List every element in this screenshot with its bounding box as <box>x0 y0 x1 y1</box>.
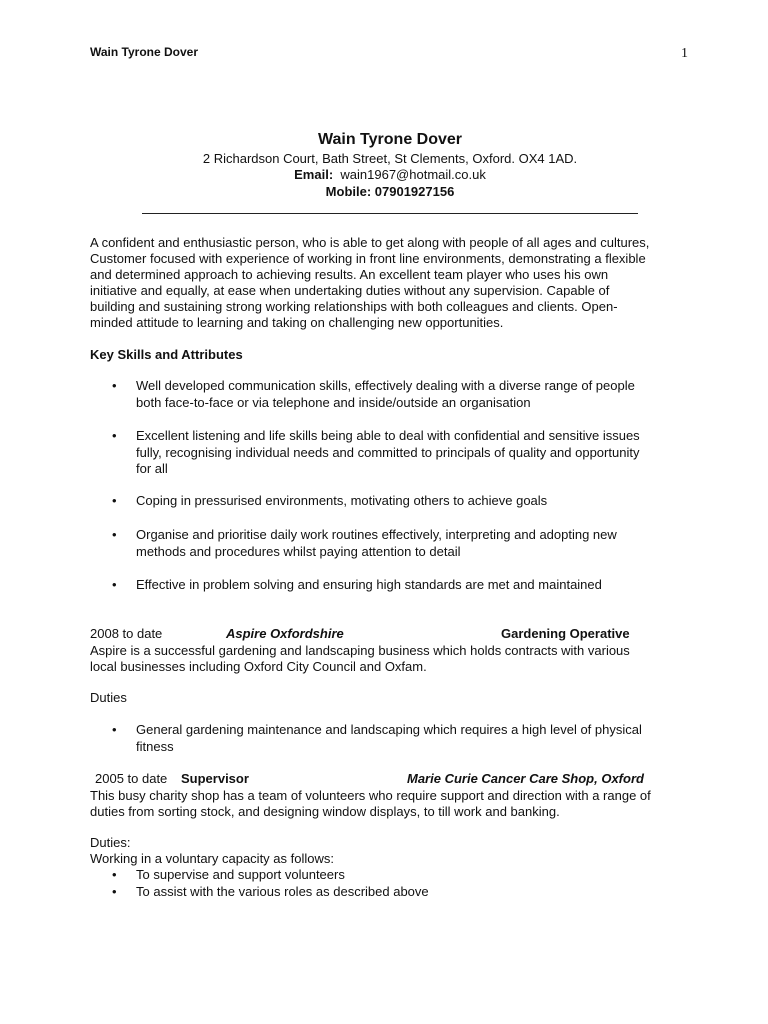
profile-line: and determined approach to achieving results. An excellent team player who uses his own <box>90 267 609 282</box>
skill-line: Excellent listening and life skills being able to deal with confidential and sensitive issues <box>136 428 640 443</box>
job-description <box>90 788 700 820</box>
job-dates: 2005 to date <box>95 771 168 786</box>
duty-line: fitness <box>136 738 174 754</box>
duties-heading: Duties: <box>90 835 131 850</box>
bullet-icon: • <box>112 527 117 542</box>
job-dates: 2008 to date <box>90 626 163 641</box>
bullet-icon: • <box>112 884 117 899</box>
skills-heading: Key Skills and Attributes <box>90 347 243 362</box>
skill-line: Effective in problem solving and ensuring high standards are met and maintained <box>136 577 602 592</box>
email-address: wain1967@hotmail.co.uk <box>340 167 486 182</box>
profile-paragraph <box>90 235 700 331</box>
profile-line: building and sustaining strong working relationships with both colleagues and clients. Open- <box>90 299 618 314</box>
header-divider <box>142 213 638 214</box>
job-description-line: local businesses including Oxford City Council and Oxfam. <box>90 659 427 674</box>
job-heading <box>90 626 700 642</box>
page-number: 1 <box>681 46 688 61</box>
skill-line: for all <box>136 461 168 476</box>
job-employer: Aspire Oxfordshire <box>226 626 344 641</box>
job-role: Gardening Operative <box>501 626 630 641</box>
skill-line: Organise and prioritise daily work routines effectively, interpreting and adopting new <box>136 527 617 542</box>
profile-line: minded attitude to learning and taking on challenging new opportunities. <box>90 315 504 330</box>
profile-line: A confident and enthusiastic person, who is able to get along with people of all ages and cultures, <box>90 235 650 250</box>
job-description <box>90 643 700 675</box>
bullet-icon: • <box>112 577 117 592</box>
email-line <box>90 167 690 182</box>
bullet-icon: • <box>112 378 117 393</box>
job-description-line: This busy charity shop has a team of volunteers who require support and direction with a range of <box>90 788 651 803</box>
duties-heading: Duties <box>90 690 127 705</box>
skill-line: Well developed communication skills, effectively dealing with a diverse range of people <box>136 378 635 393</box>
skill-line: both face-to-face or via telephone and inside/outside an organisation <box>136 394 531 410</box>
job-description-line: Aspire is a successful gardening and landscaping business which holds contracts with various <box>90 643 630 658</box>
skill-line: methods and procedures whilst paying attention to detail <box>136 543 461 559</box>
email-label: Email: <box>294 167 334 182</box>
job-description-line: duties from sorting stock, and designing window displays, to till work and banking. <box>90 804 560 819</box>
job-role: Supervisor <box>181 771 249 786</box>
duty-line: To supervise and support volunteers <box>136 867 345 882</box>
address-line: 2 Richardson Court, Bath Street, St Clements, Oxford. OX4 1AD. <box>202 151 578 166</box>
running-header-name: Wain Tyrone Dover <box>90 45 199 59</box>
resume-title: Wain Tyrone Dover <box>317 131 463 148</box>
profile-line: initiative and equally, at ease when undertaking duties without any supervision. Capable of <box>90 283 610 298</box>
profile-line: Customer focused with experience of working in front line environments, demonstrating a flexible <box>90 251 646 266</box>
bullet-icon: • <box>112 867 117 882</box>
duties-intro: Working in a voluntary capacity as follows: <box>90 851 334 866</box>
job-heading <box>90 771 700 787</box>
skill-line: Coping in pressurised environments, motivating others to achieve goals <box>136 493 548 508</box>
job-employer: Marie Curie Cancer Care Shop, Oxford <box>407 771 644 786</box>
duty-line: General gardening maintenance and landscaping which requires a high level of physical <box>136 722 642 737</box>
duty-line: To assist with the various roles as described above <box>136 884 429 899</box>
bullet-icon: • <box>112 493 117 508</box>
mobile-line: Mobile: 07901927156 <box>325 184 455 199</box>
bullet-icon: • <box>112 428 117 443</box>
bullet-icon: • <box>112 722 117 737</box>
duties-block <box>90 835 700 867</box>
skill-line: fully, recognising individual needs and committed to principals of quality and opportunity <box>136 444 640 460</box>
